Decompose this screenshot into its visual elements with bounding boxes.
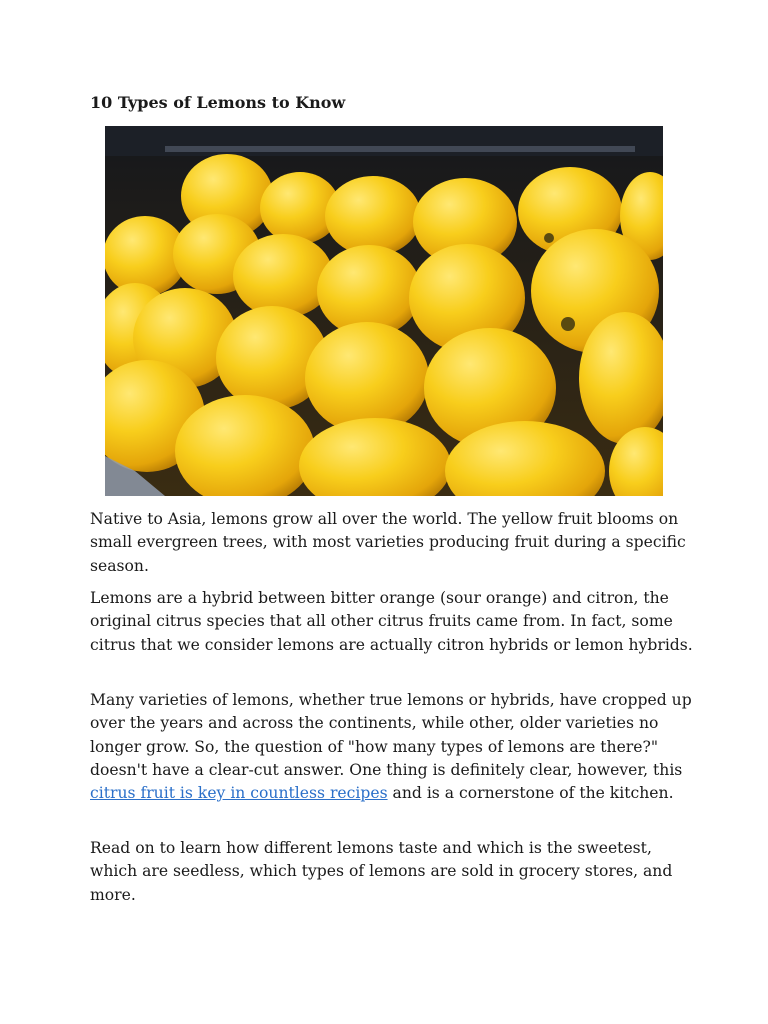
lemons-photo [105,126,663,496]
paragraph-varieties-text-start: Many varieties of lemons, whether true lemons or hybrids, have cropped up over the years and across the continents, while other, older varieties no longer grow. So, the question of "how many types of lemons are there?" doesn't have a clear-cut answer. One thing is definitely clear, however, this [90,691,692,779]
paragraph-read-on: Read on to learn how different lemons taste and which is the sweetest, which are seedless, which types of lemons are sold in grocery stores, and more. [90,839,673,904]
paragraph-hybrid: Lemons are a hybrid between bitter orange (sour orange) and citron, the original citrus species that all other citrus fruits came from. In fact, some citrus that we consider lemons are actually citron hybrids or lemon hybrids. [90,589,693,654]
paragraph-varieties [90,689,700,805]
paragraph-varieties-text-end: and is a cornerstone of the kitchen. [387,784,674,803]
paragraph-intro: Native to Asia, lemons grow all over the world. The yellow fruit blooms on small evergreen trees, with most varieties producing fruit during a specific season. [90,510,686,575]
citrus-recipes-link[interactable]: citrus fruit is key in countless recipes [90,784,388,803]
article-title: 10 Types of Lemons to Know [90,93,346,112]
